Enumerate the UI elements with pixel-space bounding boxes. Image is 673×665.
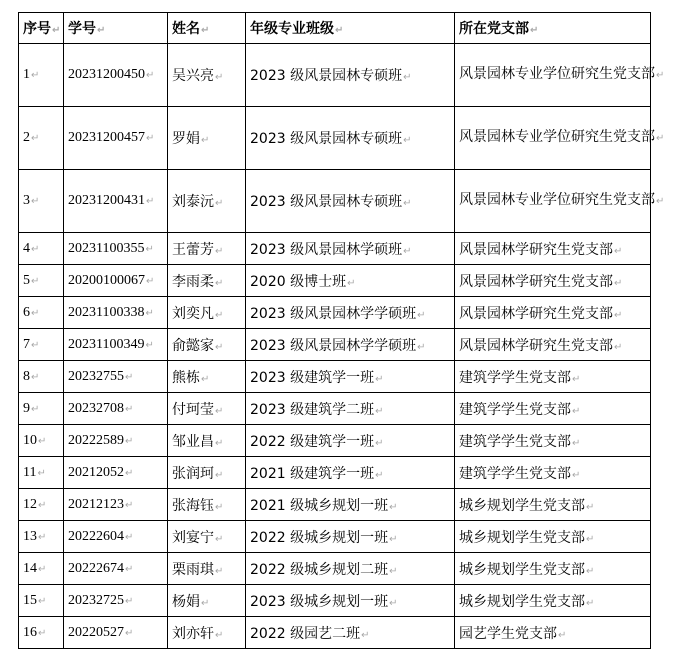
cell-index bbox=[19, 553, 64, 585]
paragraph-mark-icon: ↵ bbox=[52, 25, 61, 36]
cell-student-id-text: 20231100338 bbox=[68, 304, 145, 320]
paragraph-mark-icon: ↵ bbox=[389, 501, 398, 513]
paragraph-mark-icon: ↵ bbox=[125, 435, 134, 447]
cell-class bbox=[246, 233, 455, 265]
paragraph-mark-icon: ↵ bbox=[215, 277, 224, 289]
cell-class-text: 2023 级风景园林学学硕班 bbox=[250, 305, 417, 322]
paragraph-mark-icon: ↵ bbox=[403, 135, 412, 146]
cell-index bbox=[19, 265, 64, 297]
table-row bbox=[19, 265, 651, 297]
paragraph-mark-icon: ↵ bbox=[530, 25, 539, 36]
cell-index-text: 4 bbox=[23, 240, 30, 256]
paragraph-mark-icon: ↵ bbox=[215, 198, 224, 209]
paragraph-mark-icon: ↵ bbox=[38, 435, 47, 447]
paragraph-mark-icon: ↵ bbox=[37, 467, 46, 479]
cell-name-text: 俞懿家 bbox=[172, 337, 214, 354]
paragraph-mark-icon: ↵ bbox=[403, 245, 412, 257]
cell-student-id bbox=[64, 553, 168, 585]
cell-name-text: 熊栋 bbox=[172, 369, 200, 386]
cell-student-id bbox=[64, 44, 168, 107]
cell-class bbox=[246, 265, 455, 297]
paragraph-mark-icon: ↵ bbox=[375, 437, 384, 449]
roster-body bbox=[19, 44, 665, 649]
paragraph-mark-icon: ↵ bbox=[125, 371, 134, 383]
paragraph-mark-icon: ↵ bbox=[125, 563, 134, 575]
cell-class bbox=[246, 617, 455, 649]
cell-student-id-text: 20231100355 bbox=[68, 240, 145, 256]
paragraph-mark-icon: ↵ bbox=[145, 243, 154, 255]
paragraph-mark-icon: ↵ bbox=[215, 245, 224, 257]
cell-student-id-text: 20220527 bbox=[68, 624, 124, 640]
paragraph-mark-icon: ↵ bbox=[403, 198, 412, 209]
cell-branch bbox=[455, 489, 651, 521]
cell-class-text: 2022 级建筑学一班 bbox=[250, 433, 375, 450]
cell-student-id-text: 20231100349 bbox=[68, 336, 145, 352]
paragraph-mark-icon: ↵ bbox=[125, 531, 134, 543]
cell-branch-text: 城乡规划学生党支部 bbox=[459, 593, 585, 610]
cell-class-text: 2022 级城乡规划一班 bbox=[250, 529, 389, 546]
cell-index bbox=[19, 585, 64, 617]
paragraph-mark-icon: ↵ bbox=[201, 597, 210, 609]
paragraph-mark-icon: ↵ bbox=[125, 595, 134, 607]
cell-branch-text: 建筑学学生党支部 bbox=[459, 369, 571, 386]
paragraph-mark-icon: ↵ bbox=[215, 629, 224, 641]
cell-name-text: 杨娟 bbox=[172, 593, 200, 610]
cell-name bbox=[168, 553, 246, 585]
cell-student-id-text: 20212052 bbox=[68, 464, 124, 480]
cell-student-id-text: 20222604 bbox=[68, 528, 124, 544]
paragraph-mark-icon: ↵ bbox=[572, 469, 581, 481]
paragraph-mark-icon: ↵ bbox=[146, 275, 155, 287]
cell-name bbox=[168, 617, 246, 649]
cell-student-id-text: 20231200431 bbox=[68, 193, 145, 208]
cell-index bbox=[19, 393, 64, 425]
paragraph-mark-icon: ↵ bbox=[125, 403, 134, 415]
cell-branch bbox=[455, 170, 665, 233]
cell-index bbox=[19, 361, 64, 393]
paragraph-mark-icon: ↵ bbox=[201, 373, 210, 385]
cell-index bbox=[19, 44, 64, 107]
cell-name-text: 张润珂 bbox=[172, 465, 214, 482]
cell-student-id-text: 20232755 bbox=[68, 368, 124, 384]
cell-name-text: 邹业昌 bbox=[172, 433, 214, 450]
cell-branch-text: 城乡规划学生党支部 bbox=[459, 561, 585, 578]
header-index: 序号↵ bbox=[19, 13, 64, 44]
header-class: 年级专业班级↵ bbox=[246, 13, 455, 44]
cell-student-id bbox=[64, 297, 168, 329]
cell-index-text: 15 bbox=[23, 592, 37, 608]
cell-branch-text: 风景园林专业学位研究生党支部 bbox=[459, 192, 655, 208]
cell-name bbox=[168, 265, 246, 297]
cell-student-id bbox=[64, 233, 168, 265]
cell-student-id bbox=[64, 489, 168, 521]
cell-class-text: 2023 级建筑学一班 bbox=[250, 369, 375, 386]
cell-branch-text: 城乡规划学生党支部 bbox=[459, 497, 585, 514]
table-row bbox=[19, 425, 651, 457]
cell-name-text: 吴兴亮 bbox=[172, 68, 214, 84]
cell-branch bbox=[455, 585, 651, 617]
cell-branch-text: 风景园林专业学位研究生党支部 bbox=[459, 129, 655, 145]
cell-student-id-text: 20232725 bbox=[68, 592, 124, 608]
table-row bbox=[19, 489, 651, 521]
paragraph-mark-icon: ↵ bbox=[572, 373, 581, 385]
cell-student-id bbox=[64, 265, 168, 297]
cell-index bbox=[19, 329, 64, 361]
paragraph-mark-icon: ↵ bbox=[215, 437, 224, 449]
paragraph-mark-icon: ↵ bbox=[614, 245, 623, 257]
table-row bbox=[19, 521, 651, 553]
cell-class bbox=[246, 170, 455, 233]
paragraph-mark-icon: ↵ bbox=[361, 629, 370, 641]
cell-branch bbox=[455, 553, 651, 585]
cell-class bbox=[246, 329, 455, 361]
cell-name-text: 刘奕凡 bbox=[172, 305, 214, 322]
cell-index-text: 2 bbox=[23, 130, 30, 145]
paragraph-mark-icon: ↵ bbox=[31, 275, 40, 287]
paragraph-mark-icon: ↵ bbox=[403, 72, 412, 83]
paragraph-mark-icon: ↵ bbox=[215, 405, 224, 417]
paragraph-mark-icon: ↵ bbox=[586, 565, 595, 577]
paragraph-mark-icon: ↵ bbox=[215, 565, 224, 577]
paragraph-mark-icon: ↵ bbox=[31, 133, 40, 144]
cell-student-id-text: 20222589 bbox=[68, 432, 124, 448]
paragraph-mark-icon: ↵ bbox=[201, 25, 210, 36]
paragraph-mark-icon: ↵ bbox=[215, 72, 224, 83]
cell-student-id-text: 20231200457 bbox=[68, 130, 145, 145]
cell-student-id-text: 20222674 bbox=[68, 560, 124, 576]
paragraph-mark-icon: ↵ bbox=[38, 499, 47, 511]
cell-index-text: 5 bbox=[23, 272, 30, 288]
cell-name-text: 张海钰 bbox=[172, 497, 214, 514]
paragraph-mark-icon: ↵ bbox=[146, 133, 155, 144]
cell-student-id bbox=[64, 425, 168, 457]
header-branch: 所在党支部↵ bbox=[455, 13, 651, 44]
cell-index-text: 8 bbox=[23, 368, 30, 384]
cell-index-text: 13 bbox=[23, 528, 37, 544]
cell-branch-text: 园艺学生党支部 bbox=[459, 625, 557, 642]
paragraph-mark-icon: ↵ bbox=[656, 196, 665, 207]
cell-student-id bbox=[64, 361, 168, 393]
cell-index-text: 9 bbox=[23, 400, 30, 416]
cell-student-id bbox=[64, 617, 168, 649]
cell-class-text: 2023 级城乡规划一班 bbox=[250, 593, 389, 610]
paragraph-mark-icon: ↵ bbox=[614, 309, 623, 321]
cell-branch bbox=[455, 361, 651, 393]
table-row bbox=[19, 233, 651, 265]
paragraph-mark-icon: ↵ bbox=[586, 533, 595, 545]
paragraph-mark-icon: ↵ bbox=[572, 437, 581, 449]
paragraph-mark-icon: ↵ bbox=[145, 339, 154, 351]
cell-name-text: 刘泰沅 bbox=[172, 194, 214, 210]
paragraph-mark-icon: ↵ bbox=[145, 307, 154, 319]
table-row bbox=[19, 457, 651, 489]
cell-class bbox=[246, 425, 455, 457]
paragraph-mark-icon: ↵ bbox=[375, 469, 384, 481]
paragraph-mark-icon: ↵ bbox=[31, 196, 40, 207]
cell-branch-text: 风景园林专业学位研究生党支部 bbox=[459, 66, 655, 82]
cell-branch bbox=[455, 233, 651, 265]
cell-name bbox=[168, 44, 246, 107]
paragraph-mark-icon: ↵ bbox=[215, 501, 224, 513]
cell-branch bbox=[455, 521, 651, 553]
cell-student-id-text: 20231200450 bbox=[68, 67, 145, 82]
cell-branch bbox=[455, 393, 651, 425]
cell-index-text: 16 bbox=[23, 624, 37, 640]
cell-index bbox=[19, 107, 64, 170]
cell-class bbox=[246, 585, 455, 617]
cell-class bbox=[246, 44, 455, 107]
cell-name bbox=[168, 489, 246, 521]
cell-class bbox=[246, 361, 455, 393]
cell-name-text: 刘宴宁 bbox=[172, 529, 214, 546]
cell-index-text: 12 bbox=[23, 496, 37, 512]
paragraph-mark-icon: ↵ bbox=[38, 627, 47, 639]
cell-class-text: 2022 级城乡规划二班 bbox=[250, 561, 389, 578]
cell-branch bbox=[455, 425, 651, 457]
paragraph-mark-icon: ↵ bbox=[335, 25, 344, 36]
paragraph-mark-icon: ↵ bbox=[656, 133, 665, 144]
paragraph-mark-icon: ↵ bbox=[38, 531, 47, 543]
cell-student-id bbox=[64, 585, 168, 617]
paragraph-mark-icon: ↵ bbox=[586, 597, 595, 609]
cell-name-text: 李雨柔 bbox=[172, 273, 214, 290]
cell-branch-text: 风景园林学研究生党支部 bbox=[459, 241, 613, 258]
cell-name-text: 栗雨琪 bbox=[172, 561, 214, 578]
cell-index bbox=[19, 617, 64, 649]
paragraph-mark-icon: ↵ bbox=[614, 341, 623, 353]
cell-name bbox=[168, 361, 246, 393]
cell-index bbox=[19, 233, 64, 265]
paragraph-mark-icon: ↵ bbox=[417, 341, 426, 353]
header-student-id: 学号↵ bbox=[64, 13, 168, 44]
paragraph-mark-icon: ↵ bbox=[215, 469, 224, 481]
table-row bbox=[19, 585, 651, 617]
paragraph-mark-icon: ↵ bbox=[375, 373, 384, 385]
cell-index bbox=[19, 457, 64, 489]
paragraph-mark-icon: ↵ bbox=[125, 627, 134, 639]
paragraph-mark-icon: ↵ bbox=[558, 629, 567, 641]
paragraph-mark-icon: ↵ bbox=[389, 533, 398, 545]
table-row bbox=[19, 44, 651, 107]
paragraph-mark-icon: ↵ bbox=[31, 307, 40, 319]
cell-index-text: 10 bbox=[23, 432, 37, 448]
cell-name-text: 刘亦轩 bbox=[172, 625, 214, 642]
table-row bbox=[19, 361, 651, 393]
cell-index bbox=[19, 521, 64, 553]
cell-index-text: 14 bbox=[23, 560, 37, 576]
paragraph-mark-icon: ↵ bbox=[375, 405, 384, 417]
cell-name bbox=[168, 585, 246, 617]
paragraph-mark-icon: ↵ bbox=[389, 597, 398, 609]
paragraph-mark-icon: ↵ bbox=[38, 595, 47, 607]
paragraph-mark-icon: ↵ bbox=[417, 309, 426, 321]
cell-branch-text: 风景园林学研究生党支部 bbox=[459, 337, 613, 354]
cell-student-id-text: 20200100067 bbox=[68, 272, 145, 288]
cell-index bbox=[19, 170, 64, 233]
paragraph-mark-icon: ↵ bbox=[215, 309, 224, 321]
cell-class-text: 2023 级风景园林学硕班 bbox=[250, 241, 403, 258]
paragraph-mark-icon: ↵ bbox=[31, 70, 40, 81]
paragraph-mark-icon: ↵ bbox=[215, 533, 224, 545]
cell-index bbox=[19, 425, 64, 457]
cell-name bbox=[168, 393, 246, 425]
cell-branch bbox=[455, 107, 665, 170]
cell-index bbox=[19, 297, 64, 329]
cell-class-text: 2023 级风景园林专硕班 bbox=[250, 194, 403, 210]
cell-class-text: 2023 级风景园林学学硕班 bbox=[250, 337, 417, 354]
paragraph-mark-icon: ↵ bbox=[215, 341, 224, 353]
cell-name bbox=[168, 107, 246, 170]
cell-class bbox=[246, 521, 455, 553]
table-row bbox=[19, 617, 651, 649]
cell-branch-text: 风景园林学研究生党支部 bbox=[459, 305, 613, 322]
cell-branch bbox=[455, 329, 651, 361]
cell-class-text: 2020 级博士班 bbox=[250, 273, 347, 290]
cell-index-text: 1 bbox=[23, 67, 30, 82]
cell-student-id bbox=[64, 329, 168, 361]
paragraph-mark-icon: ↵ bbox=[146, 196, 155, 207]
table-row bbox=[19, 107, 651, 170]
paragraph-mark-icon: ↵ bbox=[347, 277, 356, 289]
paragraph-mark-icon: ↵ bbox=[572, 405, 581, 417]
cell-class-text: 2023 级风景园林专硕班 bbox=[250, 68, 403, 84]
paragraph-mark-icon: ↵ bbox=[31, 371, 40, 383]
cell-name bbox=[168, 457, 246, 489]
cell-class bbox=[246, 393, 455, 425]
cell-branch bbox=[455, 617, 651, 649]
cell-student-id bbox=[64, 521, 168, 553]
cell-class bbox=[246, 553, 455, 585]
student-roster-table bbox=[18, 12, 665, 649]
cell-branch bbox=[455, 297, 651, 329]
cell-student-id bbox=[64, 393, 168, 425]
cell-class bbox=[246, 457, 455, 489]
cell-name bbox=[168, 521, 246, 553]
cell-name bbox=[168, 297, 246, 329]
paragraph-mark-icon: ↵ bbox=[201, 135, 210, 146]
cell-class bbox=[246, 489, 455, 521]
paragraph-mark-icon: ↵ bbox=[97, 25, 106, 36]
cell-class bbox=[246, 297, 455, 329]
cell-class-text: 2023 级建筑学二班 bbox=[250, 401, 375, 418]
cell-class-text: 2021 级城乡规划一班 bbox=[250, 497, 389, 514]
cell-branch-text: 城乡规划学生党支部 bbox=[459, 529, 585, 546]
paragraph-mark-icon: ↵ bbox=[31, 403, 40, 415]
cell-class bbox=[246, 107, 455, 170]
paragraph-mark-icon: ↵ bbox=[125, 467, 134, 479]
cell-name bbox=[168, 233, 246, 265]
paragraph-mark-icon: ↵ bbox=[656, 70, 665, 81]
paragraph-mark-icon: ↵ bbox=[614, 277, 623, 289]
header-row bbox=[19, 13, 651, 44]
cell-name-text: 付珂莹 bbox=[172, 401, 214, 418]
cell-class-text: 2021 级建筑学一班 bbox=[250, 465, 375, 482]
paragraph-mark-icon: ↵ bbox=[586, 501, 595, 513]
cell-branch-text: 建筑学学生党支部 bbox=[459, 465, 571, 482]
cell-name bbox=[168, 170, 246, 233]
cell-branch-text: 建筑学学生党支部 bbox=[459, 401, 571, 418]
cell-name-text: 罗娟 bbox=[172, 131, 200, 147]
cell-name bbox=[168, 425, 246, 457]
paragraph-mark-icon: ↵ bbox=[38, 563, 47, 575]
cell-student-id bbox=[64, 170, 168, 233]
cell-name bbox=[168, 329, 246, 361]
paragraph-mark-icon: ↵ bbox=[31, 339, 40, 351]
cell-index-text: 7 bbox=[23, 336, 30, 352]
cell-student-id bbox=[64, 457, 168, 489]
cell-student-id bbox=[64, 107, 168, 170]
cell-branch-text: 风景园林学研究生党支部 bbox=[459, 273, 613, 290]
cell-index-text: 3 bbox=[23, 193, 30, 208]
header-name: 姓名↵ bbox=[168, 13, 246, 44]
cell-name-text: 王蕾芳 bbox=[172, 241, 214, 258]
cell-student-id-text: 20232708 bbox=[68, 400, 124, 416]
table-row bbox=[19, 297, 651, 329]
table-row bbox=[19, 329, 651, 361]
cell-class-text: 2022 级园艺二班 bbox=[250, 625, 361, 642]
table-row bbox=[19, 393, 651, 425]
cell-branch-text: 建筑学学生党支部 bbox=[459, 433, 571, 450]
cell-branch bbox=[455, 457, 651, 489]
cell-class-text: 2023 级风景园林专硕班 bbox=[250, 131, 403, 147]
cell-index-text: 6 bbox=[23, 304, 30, 320]
cell-student-id-text: 20212123 bbox=[68, 496, 124, 512]
cell-branch bbox=[455, 265, 651, 297]
paragraph-mark-icon: ↵ bbox=[125, 499, 134, 511]
paragraph-mark-icon: ↵ bbox=[146, 70, 155, 81]
paragraph-mark-icon: ↵ bbox=[31, 243, 40, 255]
cell-index bbox=[19, 489, 64, 521]
cell-index-text: 11 bbox=[23, 464, 37, 480]
cell-branch bbox=[455, 44, 665, 107]
table-row bbox=[19, 170, 651, 233]
table-row bbox=[19, 553, 651, 585]
paragraph-mark-icon: ↵ bbox=[389, 565, 398, 577]
